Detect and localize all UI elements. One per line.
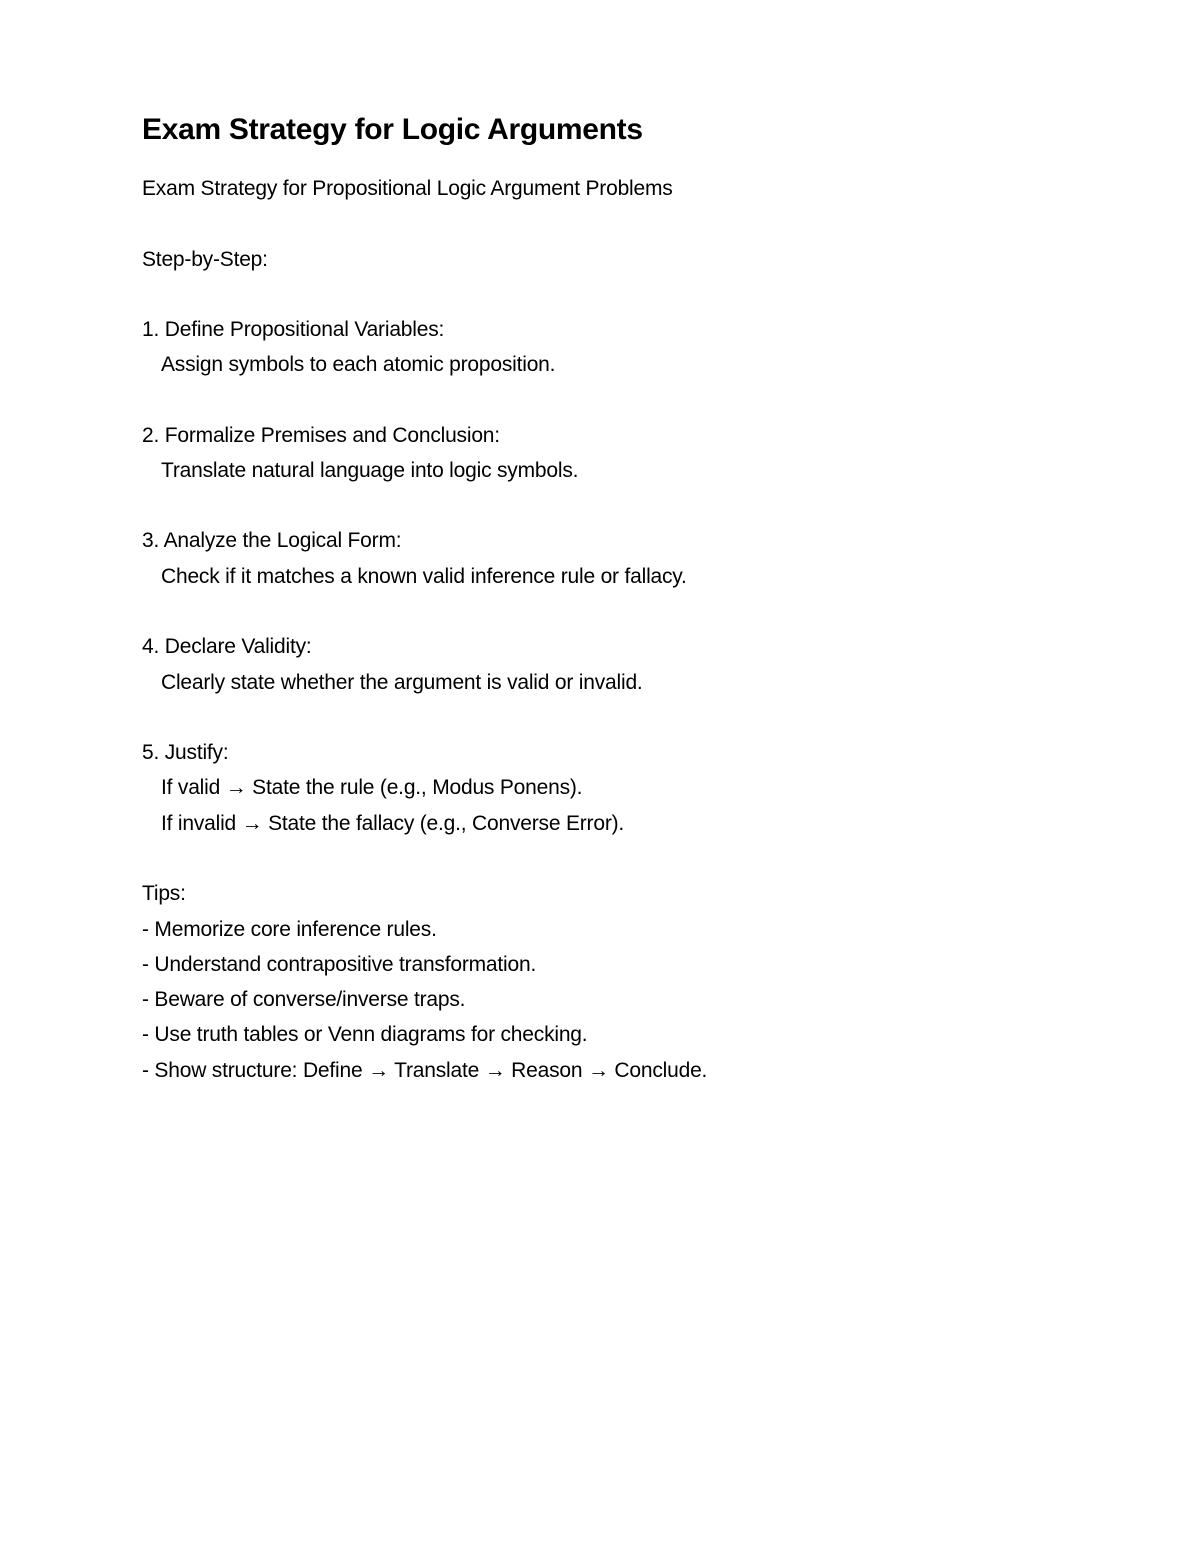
step-5-heading: 5. Justify: xyxy=(142,741,229,764)
tip-item: - Understand contrapositive transformation. xyxy=(142,953,537,976)
step-2-detail: Translate natural language into logic symbols. xyxy=(161,459,579,482)
tip-item: - Use truth tables or Venn diagrams for checking. xyxy=(142,1023,588,1046)
tip-item: - Show structure: Define → Translate → Reason → Conclude. xyxy=(142,1059,708,1082)
step-2-heading: 2. Formalize Premises and Conclusion: xyxy=(142,424,500,447)
step-3-detail: Check if it matches a known valid inference rule or fallacy. xyxy=(161,565,687,588)
step-5-detail-valid: If valid → State the rule (e.g., Modus Ponens). xyxy=(161,776,583,799)
tip-item: - Beware of converse/inverse traps. xyxy=(142,988,466,1011)
step-3-heading: 3. Analyze the Logical Form: xyxy=(142,529,402,552)
document-subtitle: Exam Strategy for Propositional Logic Argument Problems xyxy=(142,177,673,200)
step-4-heading: 4. Declare Validity: xyxy=(142,635,312,658)
step-1-heading: 1. Define Propositional Variables: xyxy=(142,318,445,341)
tip-item: - Memorize core inference rules. xyxy=(142,918,437,941)
tips-heading: Tips: xyxy=(142,882,186,905)
steps-heading: Step-by-Step: xyxy=(142,248,268,271)
step-4-detail: Clearly state whether the argument is valid or invalid. xyxy=(161,671,643,694)
step-5-detail-invalid: If invalid → State the fallacy (e.g., Converse Error). xyxy=(161,812,625,835)
document-title: Exam Strategy for Logic Arguments xyxy=(142,113,643,146)
step-1-detail: Assign symbols to each atomic proposition. xyxy=(161,353,556,376)
